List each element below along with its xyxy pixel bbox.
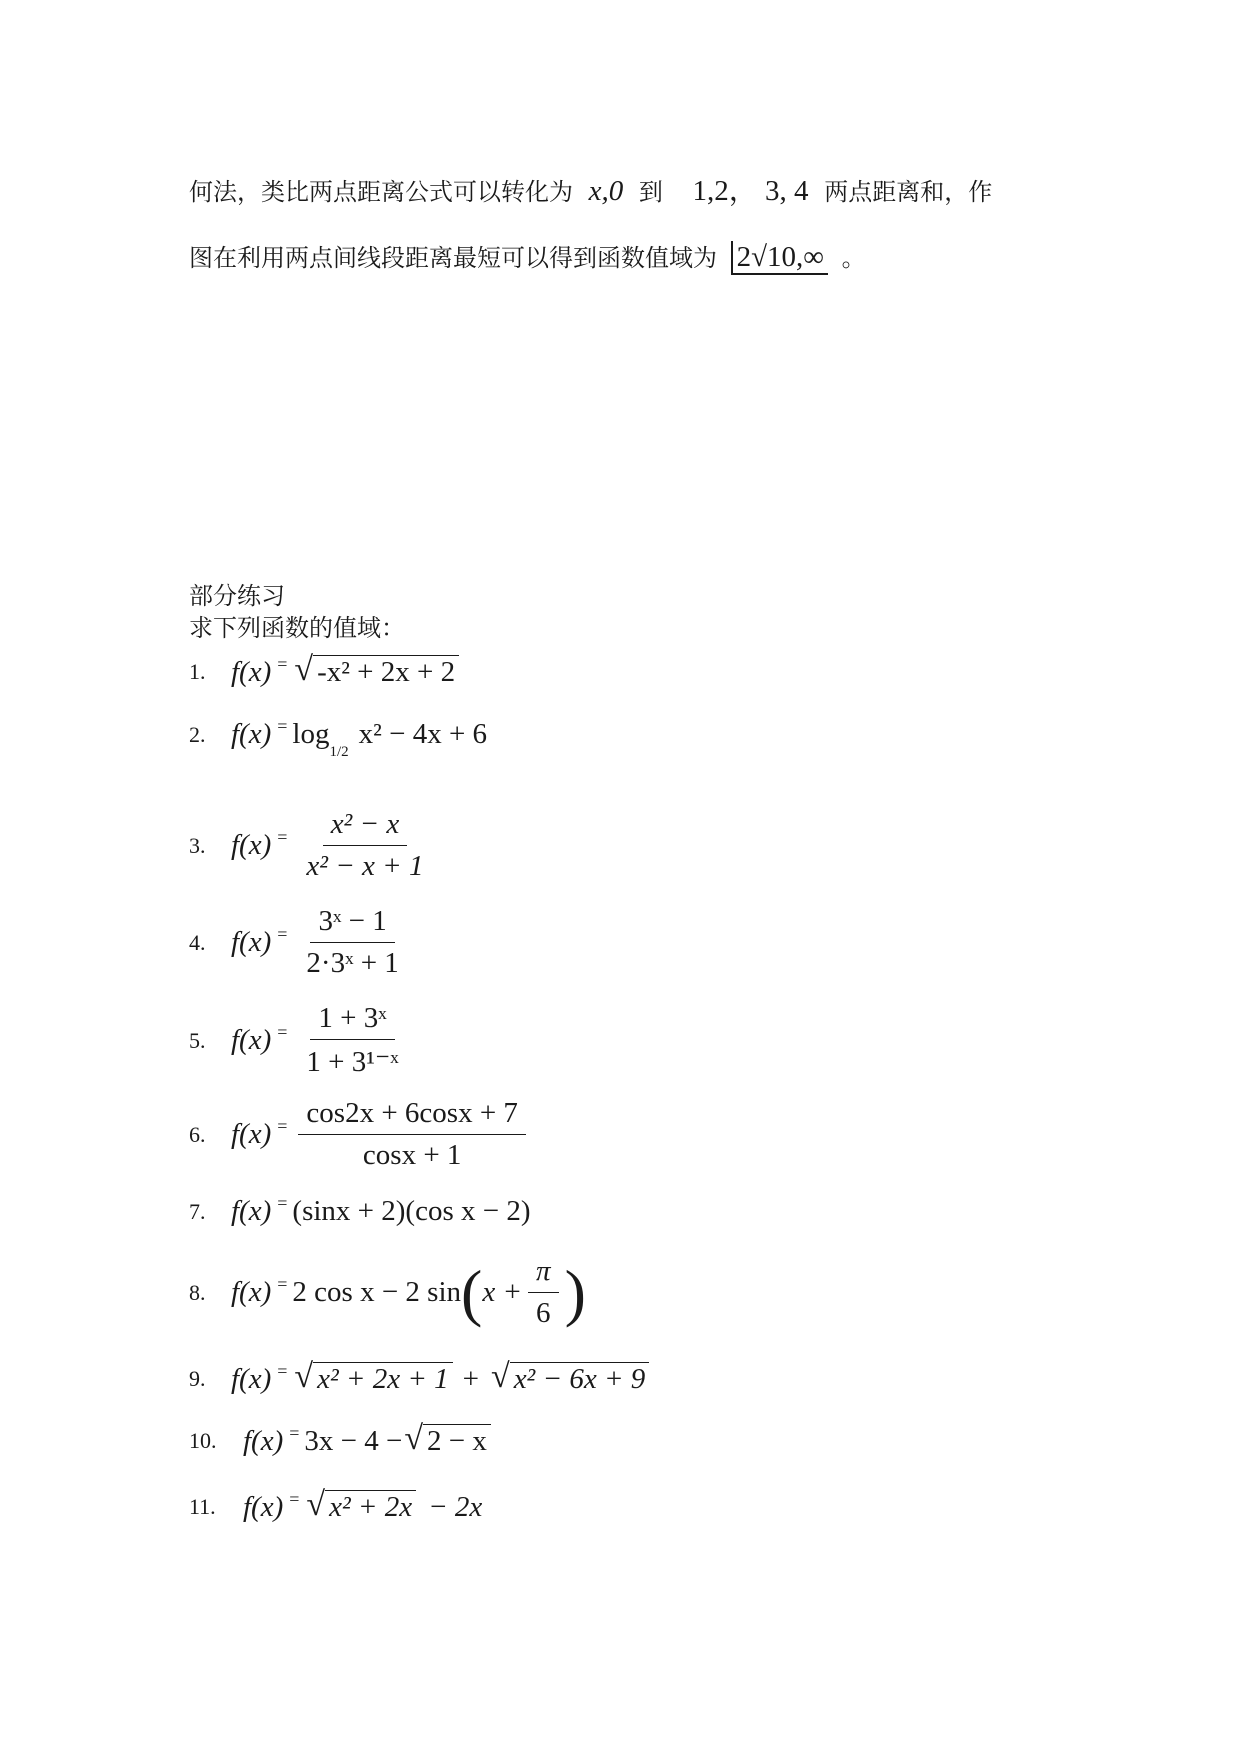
exercise-number: 3. (189, 832, 206, 858)
intro-line-2-text: 图在利用两点间线段距离最短可以得到函数值域为 (189, 244, 717, 272)
fraction (528, 1255, 559, 1330)
exercise-3 (189, 808, 437, 883)
section-title: 部分练习 (189, 582, 285, 610)
plus-sign: + (462, 1362, 480, 1395)
numerator: cos2x + 6cosx + 7 (298, 1097, 526, 1135)
expression: (sinx + 2)(cos x − 2) (292, 1195, 531, 1227)
function-lhs: f(x) (231, 1118, 272, 1150)
function-lhs: f(x) (243, 1424, 284, 1457)
fraction (298, 1097, 526, 1172)
log-base: 1/2 (329, 744, 349, 760)
equals-sign: = (277, 1360, 289, 1381)
intro-line-1-to: 到 (638, 178, 663, 206)
exercise-10 (189, 1420, 491, 1458)
exercise-7 (189, 1195, 531, 1228)
function-lhs: f(x) (243, 1490, 284, 1523)
log-argument: x² − 4x + 6 (358, 718, 488, 750)
equals-sign: = (277, 1022, 289, 1042)
function-lhs: f(x) (231, 926, 272, 958)
denominator: x² − x + 1 (306, 850, 424, 882)
exercise-5 (189, 1002, 413, 1079)
fraction (298, 808, 431, 883)
intro-line-2 (189, 238, 866, 274)
exercise-number: 1. (189, 659, 206, 684)
exercise-4 (189, 905, 413, 980)
equals-sign: = (277, 653, 289, 674)
exercise-1 (189, 651, 459, 689)
radical: √ -x² + 2x + 2 (294, 655, 459, 689)
radicand: -x² + 2x + 2 (313, 655, 459, 689)
numerator: 3ˣ − 1 (310, 905, 394, 943)
log-operator: log (292, 718, 330, 750)
expression-part: 2 cos x − 2 sin (292, 1276, 462, 1308)
equals-sign: = (277, 1274, 289, 1294)
left-paren: ( (461, 1256, 483, 1328)
numerator: 1 + 3ˣ (310, 1002, 394, 1040)
equals-sign: = (277, 1193, 289, 1213)
exercise-number: 7. (189, 1198, 206, 1224)
equals-sign: = (277, 1116, 289, 1136)
equals-sign: = (289, 1422, 301, 1443)
radicand: x² − 6x + 9 (510, 1362, 650, 1396)
function-lhs: f(x) (231, 1276, 272, 1308)
radical: √ x² + 2x (306, 1490, 416, 1524)
equals-sign: = (277, 924, 289, 944)
numerator: x² − x (323, 808, 408, 846)
radicand: 2 − x (423, 1424, 491, 1458)
exercise-11 (189, 1486, 483, 1524)
exercise-number: 2. (189, 721, 206, 747)
function-lhs: f(x) (231, 1362, 272, 1395)
fraction (298, 905, 406, 980)
radical: √ x² − 6x + 9 (491, 1362, 649, 1396)
function-lhs: f(x) (231, 718, 272, 750)
exercise-2 (189, 716, 488, 760)
exercise-number: 5. (189, 1027, 206, 1053)
denominator: 6 (536, 1297, 551, 1329)
paren-expression: x + (482, 1276, 523, 1308)
radicand: x² + 2x + 1 (313, 1362, 453, 1396)
function-lhs: f(x) (231, 1195, 272, 1227)
fraction (298, 1002, 406, 1079)
expression-tail: − 2x (428, 1490, 483, 1523)
intro-line-1-text: 何法，类比两点距离公式可以转化为 (189, 178, 573, 206)
radicand: x² + 2x (325, 1490, 416, 1524)
exercise-number: 11. (189, 1494, 216, 1519)
exercise-number: 4. (189, 929, 206, 955)
denominator: 1 + 3¹⁻ˣ (306, 1046, 399, 1078)
intro-line-1-tail: 两点距离和，作 (824, 178, 993, 206)
intro-line-2-range: 2√10,∞ (731, 241, 828, 275)
exercise-number: 6. (189, 1121, 206, 1147)
exercise-number: 8. (189, 1279, 206, 1305)
intro-line-1 (189, 168, 992, 209)
equals-sign: = (277, 716, 289, 736)
denominator: cosx + 1 (362, 1139, 462, 1171)
intro-line-1-point: x,0 (588, 175, 624, 207)
right-paren: ) (564, 1256, 586, 1328)
function-lhs: f(x) (231, 655, 272, 688)
exercise-8 (189, 1255, 586, 1330)
expression-part: 3x − 4 − (304, 1424, 403, 1457)
function-lhs: f(x) (231, 829, 272, 861)
exercise-9 (189, 1358, 649, 1396)
radical: √ x² + 2x + 1 (294, 1362, 452, 1396)
intro-line-1-points: 1,2， 3, 4 (692, 175, 809, 207)
exercise-number: 10. (189, 1428, 217, 1453)
radical: √ 2 − x (404, 1424, 491, 1458)
denominator: 2·3ˣ + 1 (306, 947, 399, 979)
numerator: π (528, 1255, 559, 1293)
exercise-6 (189, 1097, 532, 1172)
intro-line-2-end: 。 (841, 244, 866, 272)
function-lhs: f(x) (231, 1024, 272, 1056)
section-instruction: 求下列函数的值域： (189, 614, 405, 642)
equals-sign: = (277, 827, 289, 847)
exercise-number: 9. (189, 1366, 206, 1391)
equals-sign: = (289, 1488, 301, 1509)
